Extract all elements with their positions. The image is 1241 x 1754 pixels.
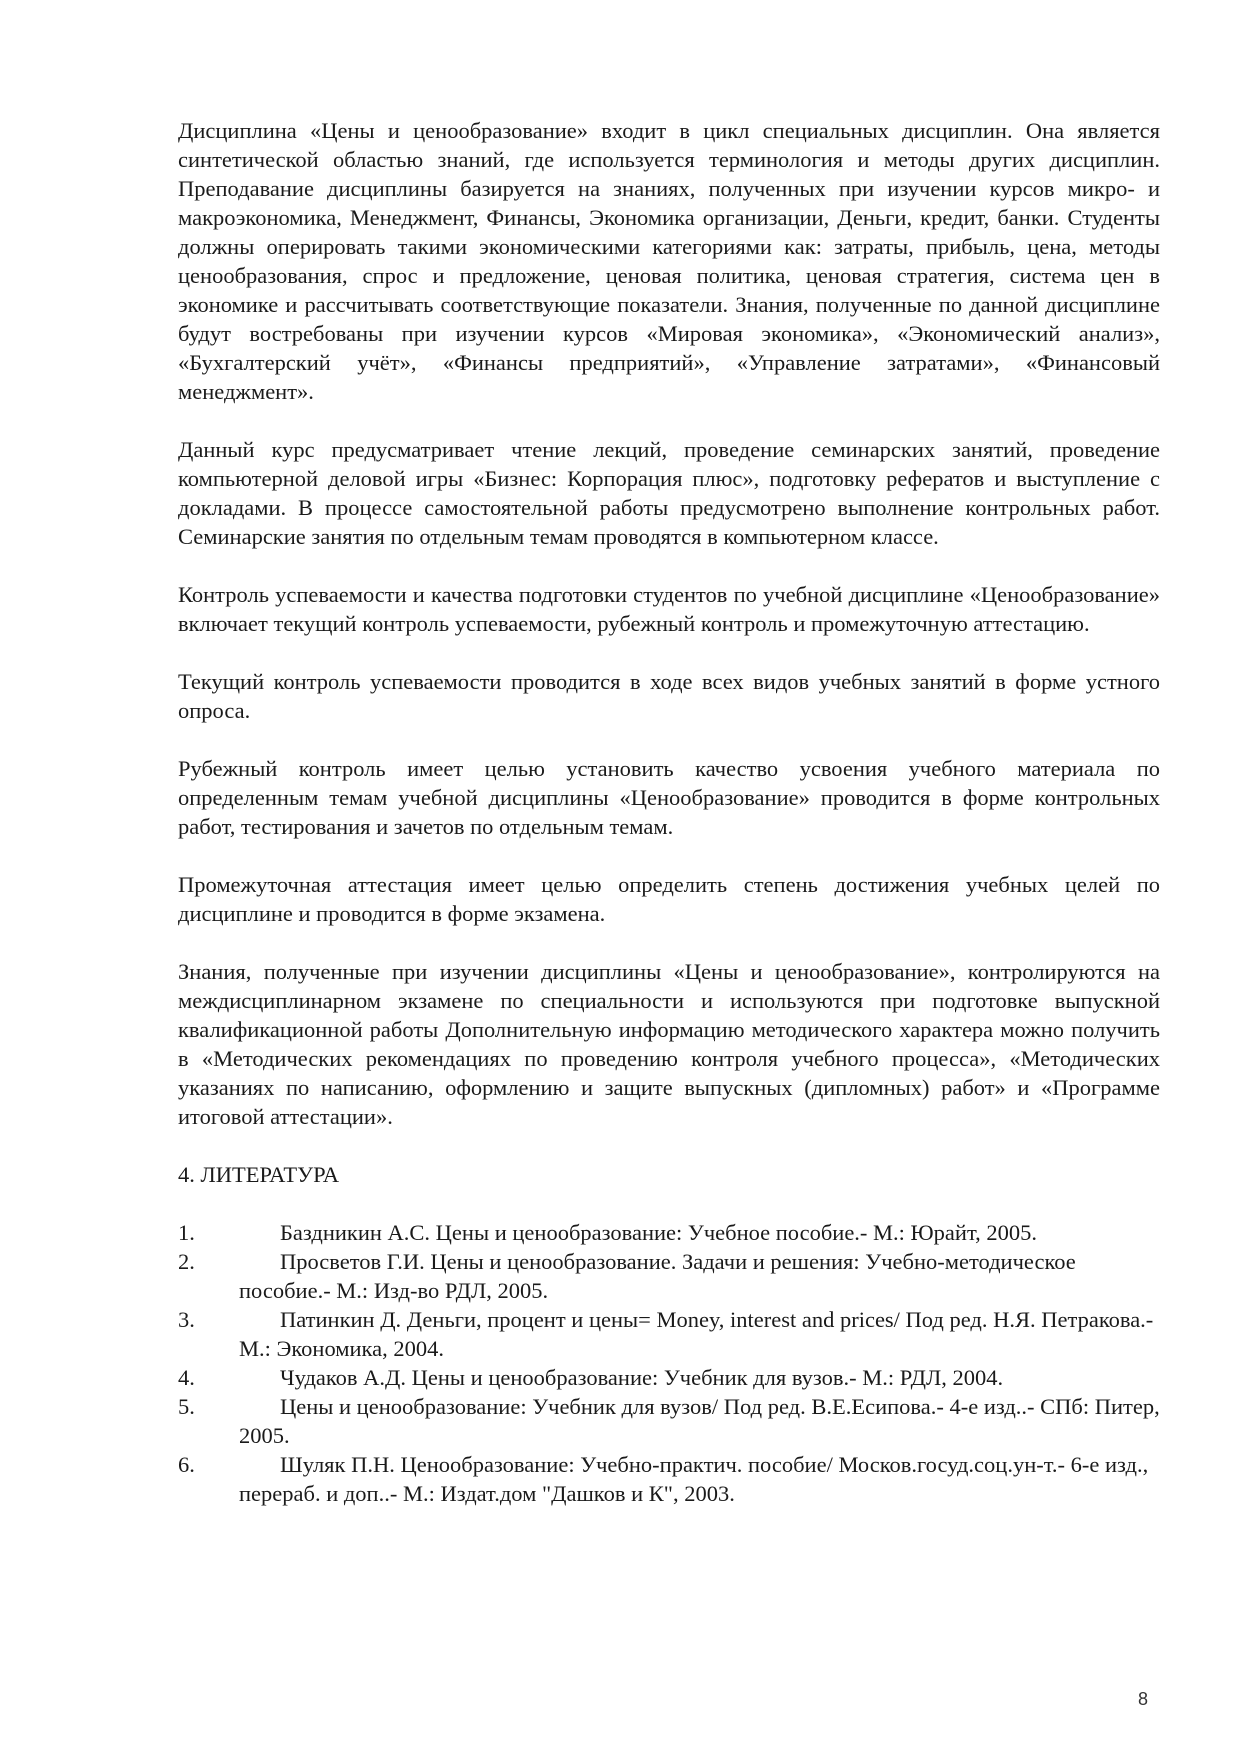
literature-item bbox=[178, 1247, 1160, 1305]
page-number: 8 bbox=[1138, 1689, 1149, 1709]
literature-item-text: Чудаков А.Д. Цены и ценообразование: Учебник для вузов.- М.: РДЛ, 2004. bbox=[280, 1365, 1004, 1390]
paragraph-milestone-control: Рубежный контроль имеет целью установить качество усвоения учебного материала по определенным темам учебной дисциплины «Ценообразование» проводится в форме контрольных работ, тестирования и зачетов по отдельным темам. bbox=[178, 756, 1160, 839]
literature-item bbox=[178, 1450, 1160, 1508]
literature-item-text: Патинкин Д. Деньги, процент и цены= Money, interest and prices/ Под ред. Н.Я. Петракова.- М.: Экономика, 2004. bbox=[239, 1307, 1154, 1361]
paragraph-course-format: Данный курс предусматривает чтение лекций, проведение семинарских занятий, проведение компьютерной деловой игры «Бизнес: Корпорация плюс», подготовку рефератов и выступление с докладами. В процессе самостоятельной работы предусмотрено выполнение контрольных работ. Семинарские занятия по отдельным темам проводятся в компьютерном классе. bbox=[178, 437, 1160, 549]
literature-item-number: 1. bbox=[178, 1220, 195, 1245]
literature-item-text: Шуляк П.Н. Ценообразование: Учебно-практич. пособие/ Москов.госуд.соц.ун-т.- 6-е изд., перераб. и доп..- М.: Издат.дом "Дашков и К", 2003. bbox=[239, 1452, 1149, 1506]
literature-item-number: 2. bbox=[178, 1249, 195, 1274]
literature-list bbox=[178, 1218, 1160, 1508]
literature-item bbox=[178, 1392, 1160, 1450]
paragraph-intermediate-attestation: Промежуточная аттестация имеет целью определить степень достижения учебных целей по дисциплине и проводится в форме экзамена. bbox=[178, 872, 1160, 926]
paragraph-assessment-control: Контроль успеваемости и качества подготовки студентов по учебной дисциплине «Ценообразование» включает текущий контроль успеваемости, рубежный контроль и промежуточную аттестацию. bbox=[178, 582, 1160, 636]
literature-item bbox=[178, 1305, 1160, 1363]
literature-item-text: Цены и ценообразование: Учебник для вузов/ Под ред. В.Е.Есипова.- 4-е изд..- СПб: Питер, 2005. bbox=[239, 1394, 1160, 1448]
paragraph-course-overview: Дисциплина «Цены и ценообразование» входит в цикл специальных дисциплин. Она является синтетической областью знаний, где используется терминология и методы других дисциплин. Преподавание дисциплины базируется на знаниях, полученных при изучении курсов микро- и макроэкономика, Менеджмент, Финансы, Экономика организации, Деньги, кредит, банки. Студенты должны оперировать такими экономическими категориями как: затраты, прибыль, цена, методы ценообразования, спрос и предложение, ценовая политика, ценовая стратегия, система цен в экономике и рассчитывать соответствующие показатели. Знания, полученные по данной дисциплине будут востребованы при изучении курсов «Мировая экономика», «Экономический анализ», «Бухгалтерский учёт», «Финансы предприятий», «Управление затратами», «Финансовый менеджмент». bbox=[178, 118, 1160, 404]
literature-item bbox=[178, 1218, 1160, 1247]
literature-item-text: Просветов Г.И. Цены и ценообразование. Задачи и решения: Учебно-методическое пособие.- М.: Изд-во РДЛ, 2005. bbox=[239, 1249, 1076, 1303]
literature-item-number: 5. bbox=[178, 1394, 195, 1419]
literature-item-text: Баздникин А.С. Цены и ценообразование: Учебное пособие.- М.: Юрайт, 2005. bbox=[280, 1220, 1037, 1245]
paragraph-knowledge-usage: Знания, полученные при изучении дисциплины «Цены и ценообразование», контролируются на междисциплинарном экзамене по специальности и используются при подготовке выпускной квалификационной работы Дополнительную информацию методического характера можно получить в «Методических рекомендациях по проведению контроля учебного процесса», «Методических указаниях по написанию, оформлению и защите выпускных (дипломных) работ» и «Программе итоговой аттестации». bbox=[178, 959, 1160, 1129]
literature-item-number: 4. bbox=[178, 1365, 195, 1390]
literature-heading: 4. ЛИТЕРАТУРА bbox=[178, 1162, 339, 1187]
paragraph-current-control: Текущий контроль успеваемости проводится в ходе всех видов учебных занятий в форме устного опроса. bbox=[178, 669, 1160, 723]
literature-item-number: 6. bbox=[178, 1452, 195, 1477]
literature-item-number: 3. bbox=[178, 1307, 195, 1332]
document-page bbox=[178, 116, 1160, 1508]
literature-item bbox=[178, 1363, 1160, 1392]
